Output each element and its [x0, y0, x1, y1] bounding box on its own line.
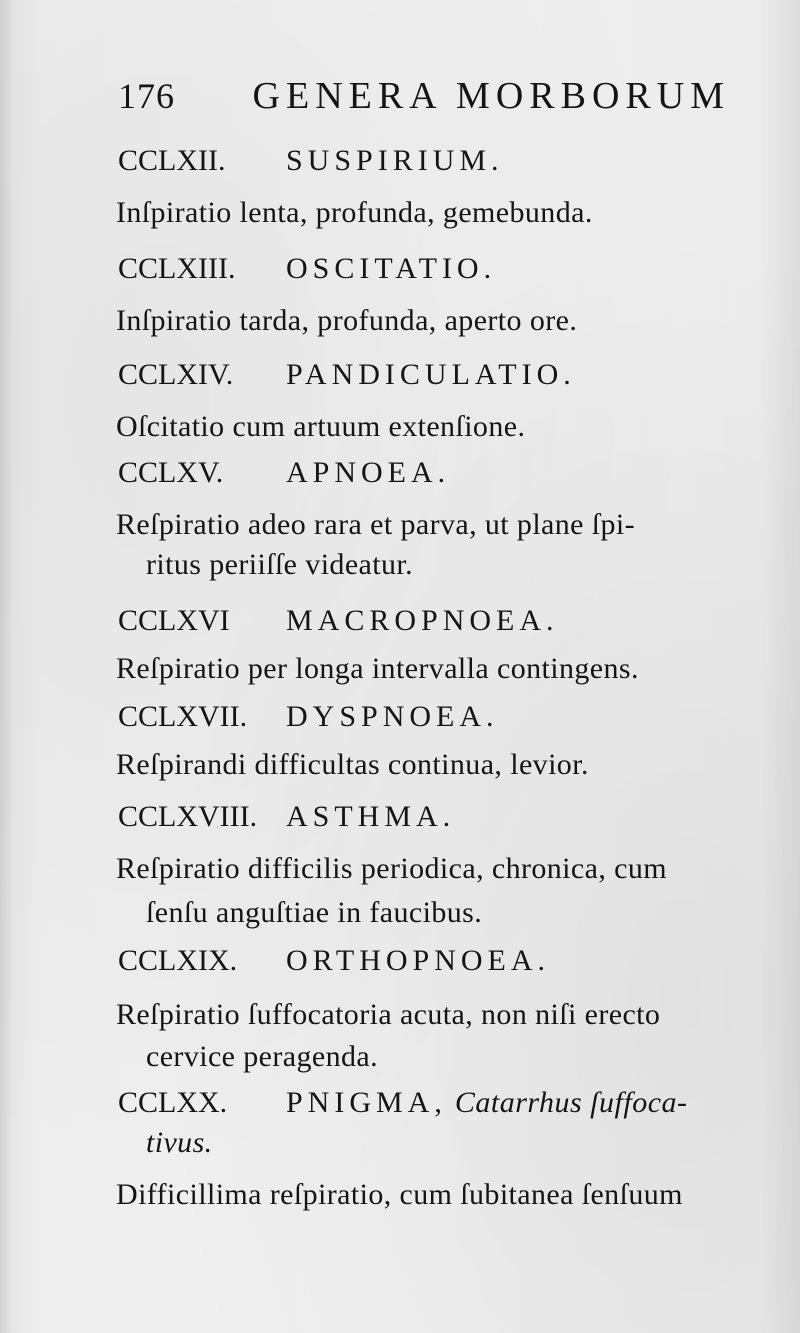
entry-term: ORTHOPNOEA.	[286, 944, 551, 977]
entry-term: MACROPNOEA.	[286, 604, 559, 637]
entry-number: CCLXVIII.	[118, 800, 258, 833]
entry-term: APNOEA.	[286, 456, 451, 489]
entry-number: CCLXVI	[118, 604, 230, 637]
entry-number: CCLXVII.	[118, 700, 248, 733]
entry-heading	[118, 1086, 688, 1120]
entry-term: PANDICULATIO.	[286, 358, 576, 391]
entry-heading	[118, 800, 455, 834]
entry-description: Reſpirandi difficultas continua, levior.	[116, 748, 589, 781]
page-number: 176	[118, 76, 175, 116]
page-gutter-shadow	[0, 0, 14, 1333]
entry-description-continued: cervice peragenda.	[146, 1040, 379, 1073]
entry-heading	[118, 944, 550, 978]
entry-description: Inſpiratio lenta, profunda, gemebunda.	[116, 196, 593, 229]
entry-heading	[118, 144, 504, 178]
entry-number: CCLXX.	[118, 1086, 228, 1119]
entry-number: CCLXIV.	[118, 358, 234, 391]
entry-number: CCLXIII.	[118, 252, 236, 285]
entry-description-continued: tivus.	[146, 1126, 213, 1159]
entry-heading	[118, 456, 450, 490]
entry-term: SUSPIRIUM.	[286, 144, 504, 177]
entry-heading	[118, 604, 559, 638]
closing-line: Difficillima reſpiratio, cum ſubitanea ſenſuum	[116, 1178, 683, 1211]
entry-description-continued: ſenſu anguſtiae in faucibus.	[146, 896, 483, 929]
running-title: GENERA MORBORUM	[252, 75, 730, 117]
entry-term: DYSPNOEA.	[286, 700, 499, 733]
entry-term: ASTHMA.	[286, 800, 456, 833]
entry-term: OSCITATIO.	[286, 252, 497, 285]
entry-heading	[118, 358, 576, 392]
entry-heading	[118, 700, 499, 734]
entry-description-continued: ritus periiſſe videatur.	[146, 548, 414, 581]
entry-number: CCLXV.	[118, 456, 224, 489]
page-header	[118, 74, 730, 124]
entry-description: Reſpiratio difficilis periodica, chronica, cum	[116, 852, 668, 885]
entry-description: Inſpiratio tarda, profunda, aperto ore.	[116, 304, 578, 337]
entry-heading	[118, 252, 496, 286]
entry-number: CCLXII.	[118, 144, 226, 177]
entry-description: Reſpiratio adeo rara et parva, ut plane ſpi-	[116, 508, 636, 541]
entry-description: Reſpiratio per longa intervalla contingens.	[116, 652, 639, 685]
entry-term: PNIGMA,	[286, 1086, 447, 1119]
entry-description: Reſpiratio ſuffocatoria acuta, non niſi erecto	[116, 998, 661, 1031]
entry-number: CCLXIX.	[118, 944, 238, 977]
entry-term-synonym: Catarrhus ſuffoca-	[454, 1086, 688, 1119]
entry-description: Oſcitatio cum artuum extenſione.	[116, 410, 526, 443]
